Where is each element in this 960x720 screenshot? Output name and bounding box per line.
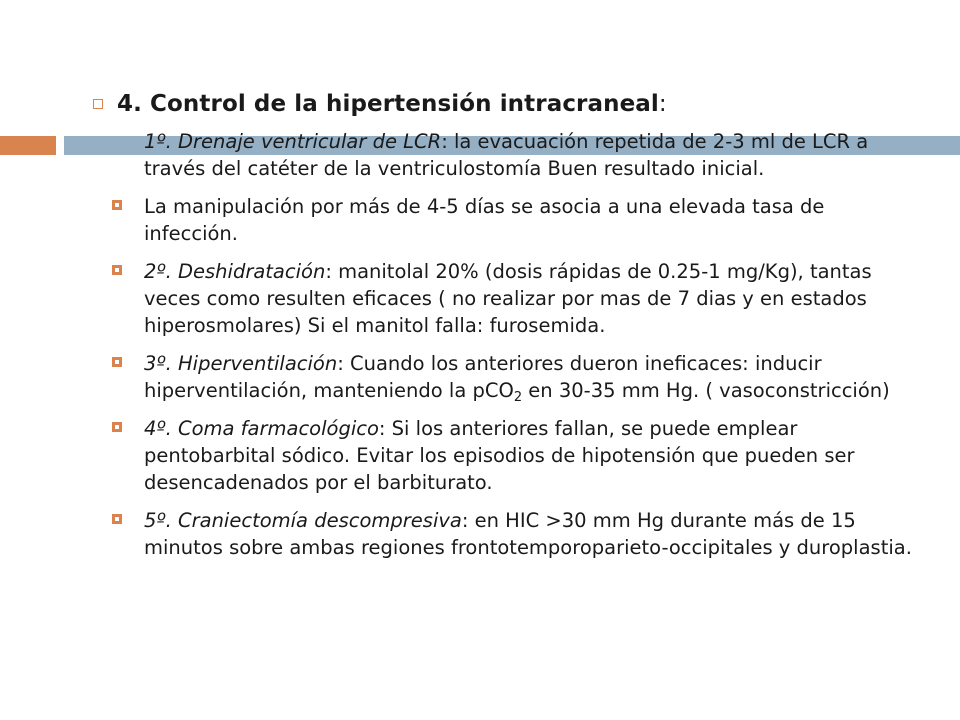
list-item-craniectomia bbox=[112, 507, 922, 561]
square-bullet-icon bbox=[112, 422, 122, 432]
item-text: La manipulación por más de 4-5 días se asocia a una elevada tasa de infección. bbox=[144, 195, 825, 245]
list-item-manipulacion bbox=[112, 193, 922, 247]
square-bullet-icon bbox=[112, 265, 122, 275]
list-item-hiperventilacion bbox=[112, 350, 922, 404]
item-text: : manitolal 20% (dosis rápidas de 0.25-1 mg/Kg), tantas veces como resulten eficaces ( no realizar por mas de 7 dias y en estados hiperosmolares) Si el manitol falla: furosemida. bbox=[144, 260, 872, 337]
item-text: : Cuando los anteriores dueron ineficaces: inducir hiperventilación, manteniendo la pCO bbox=[144, 352, 822, 402]
bullet-list bbox=[112, 128, 922, 572]
square-bullet-icon bbox=[112, 200, 122, 210]
slide-heading bbox=[93, 88, 933, 120]
square-bullet-icon bbox=[112, 357, 122, 367]
item-text-after: en 30-35 mm Hg. ( vasoconstricción) bbox=[522, 379, 890, 402]
item-subscript: 2 bbox=[513, 390, 523, 405]
hollow-square-bullet-icon bbox=[93, 99, 103, 109]
item-heading: 4º. Coma farmacológico bbox=[144, 417, 379, 440]
item-text: : Si los anteriores fallan, se puede emplear pentobarbital sódico. Evitar los episodios de hipotensión que pueden ser desencadenados por el barbiturato. bbox=[144, 417, 855, 494]
heading-title: 4. Control de la hipertensión intracraneal bbox=[117, 91, 659, 117]
list-item-deshidratacion bbox=[112, 258, 922, 339]
item-heading: 2º. Deshidratación bbox=[144, 260, 326, 283]
accent-bar-orange bbox=[0, 136, 56, 155]
item-heading: 5º. Craniectomía descompresiva bbox=[144, 509, 462, 532]
item-heading: 3º. Hiperventilación bbox=[144, 352, 338, 375]
square-bullet-icon bbox=[112, 514, 122, 524]
list-item-drenaje bbox=[112, 128, 922, 182]
item-heading: 1º. Drenaje ventricular de LCR bbox=[144, 130, 442, 153]
heading-colon: : bbox=[658, 91, 667, 117]
item-text: : la evacuación repetida de 2-3 ml de LCR a través del catéter de la ventriculostomía Buen resultado inicial. bbox=[144, 130, 869, 180]
item-text: : en HIC >30 mm Hg durante más de 15 minutos sobre ambas regiones frontotemporoparieto-occipitales y duroplastia. bbox=[144, 509, 912, 559]
list-item-coma bbox=[112, 415, 922, 496]
heading-text bbox=[117, 88, 667, 120]
